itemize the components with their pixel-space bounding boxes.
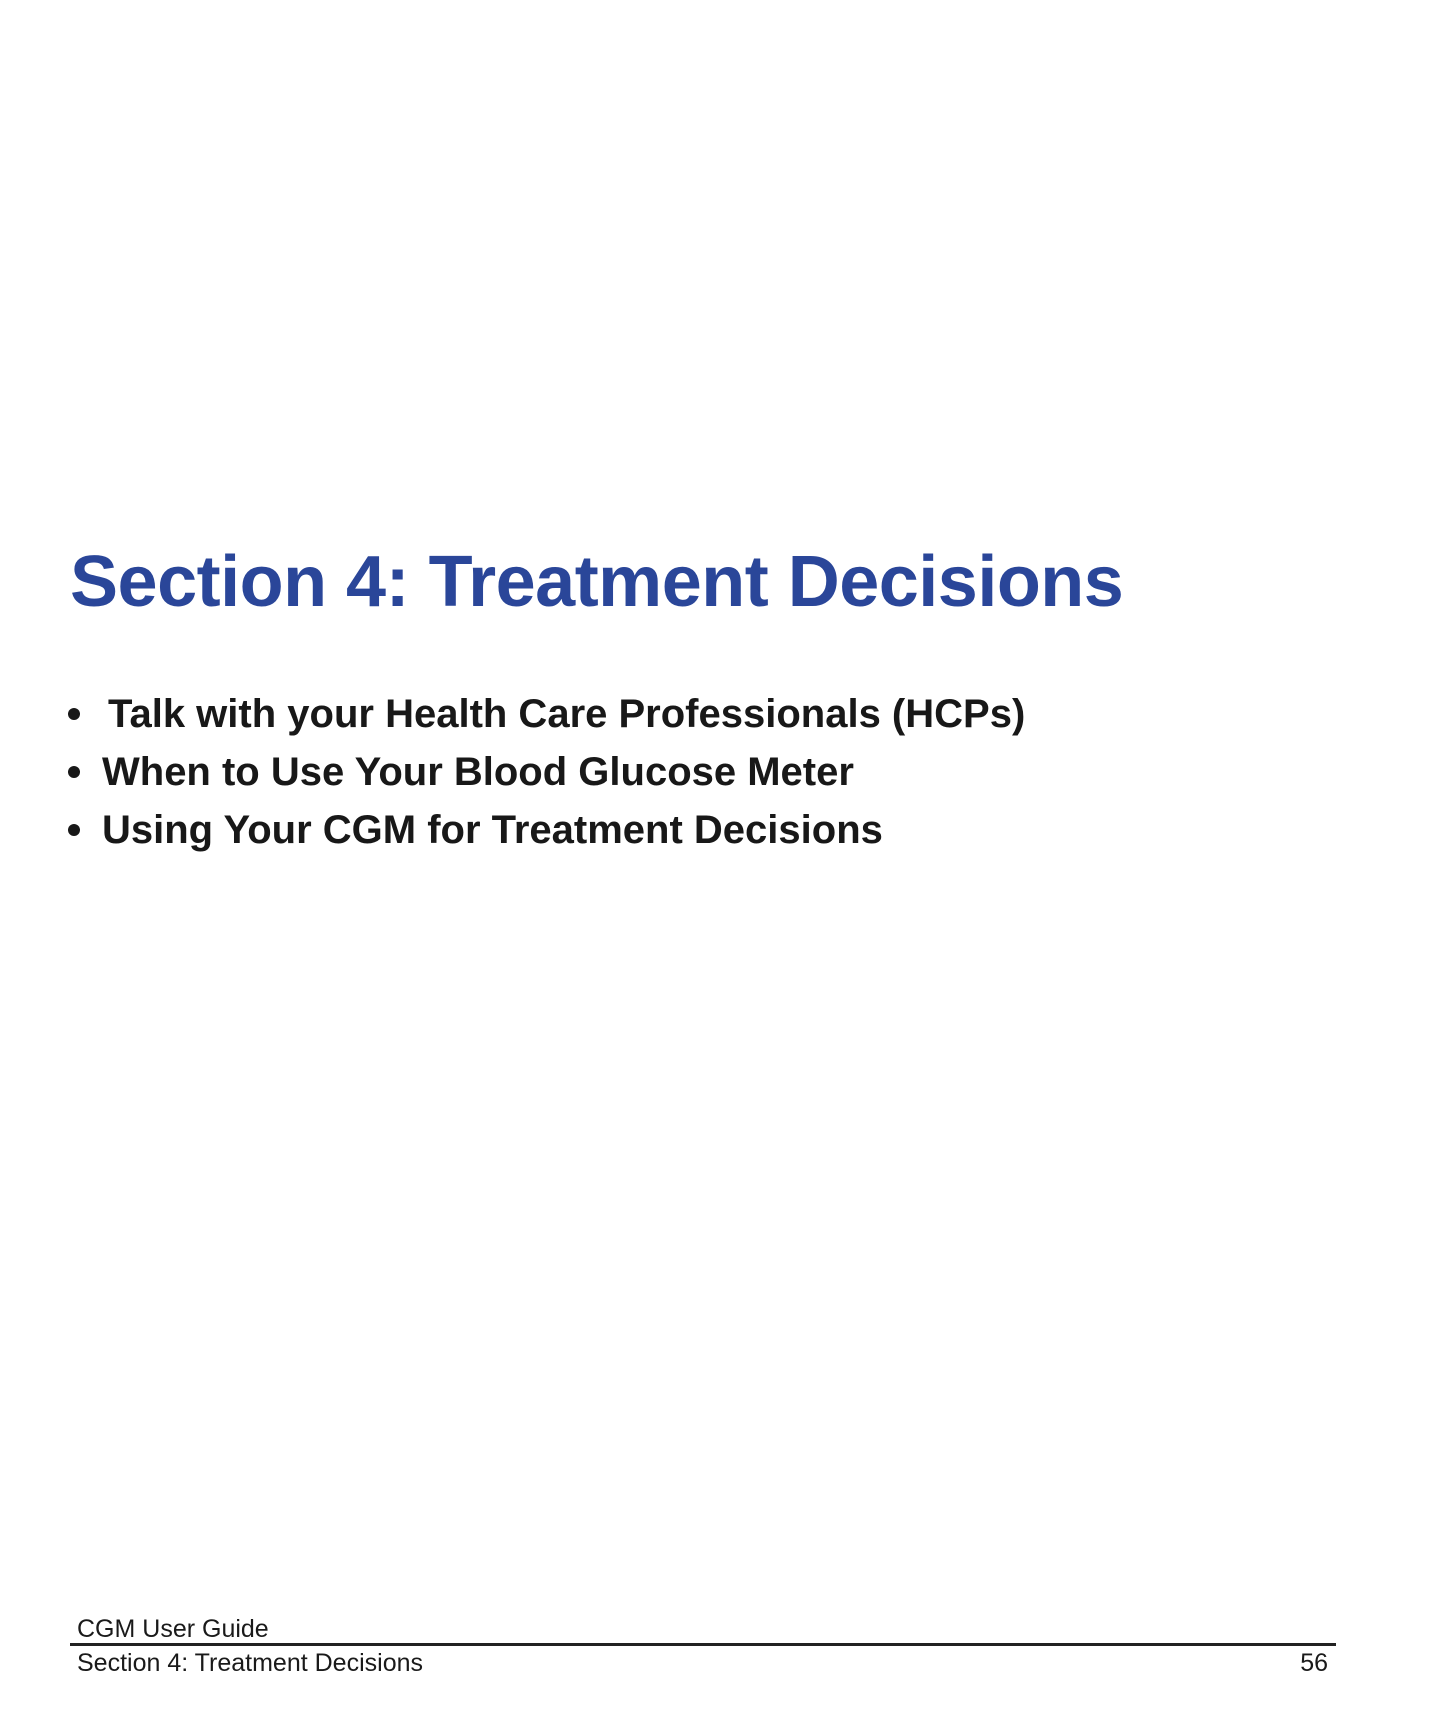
section-title: Section 4: Treatment Decisions xyxy=(70,542,1124,622)
bullet-item xyxy=(68,743,1025,801)
bullet-item xyxy=(68,801,1025,859)
bullet-dot-icon xyxy=(68,824,80,836)
bullet-text: When to Use Your Blood Glucose Meter xyxy=(102,750,854,794)
footer-section-label: Section 4: Treatment Decisions xyxy=(77,1649,423,1677)
bullet-dot-icon xyxy=(68,766,80,778)
footer-row xyxy=(77,1650,1328,1676)
footer-page-number: 56 xyxy=(1300,1649,1328,1677)
bullet-list xyxy=(68,685,1025,859)
bullet-dot-icon xyxy=(68,708,80,720)
bullet-text: Using Your CGM for Treatment Decisions xyxy=(102,808,883,852)
bullet-item xyxy=(68,685,1025,743)
footer-rule xyxy=(70,1643,1336,1646)
bullet-text: Talk with your Health Care Professionals (HCPs) xyxy=(108,692,1026,736)
footer-doc-title: CGM User Guide xyxy=(77,1615,269,1643)
